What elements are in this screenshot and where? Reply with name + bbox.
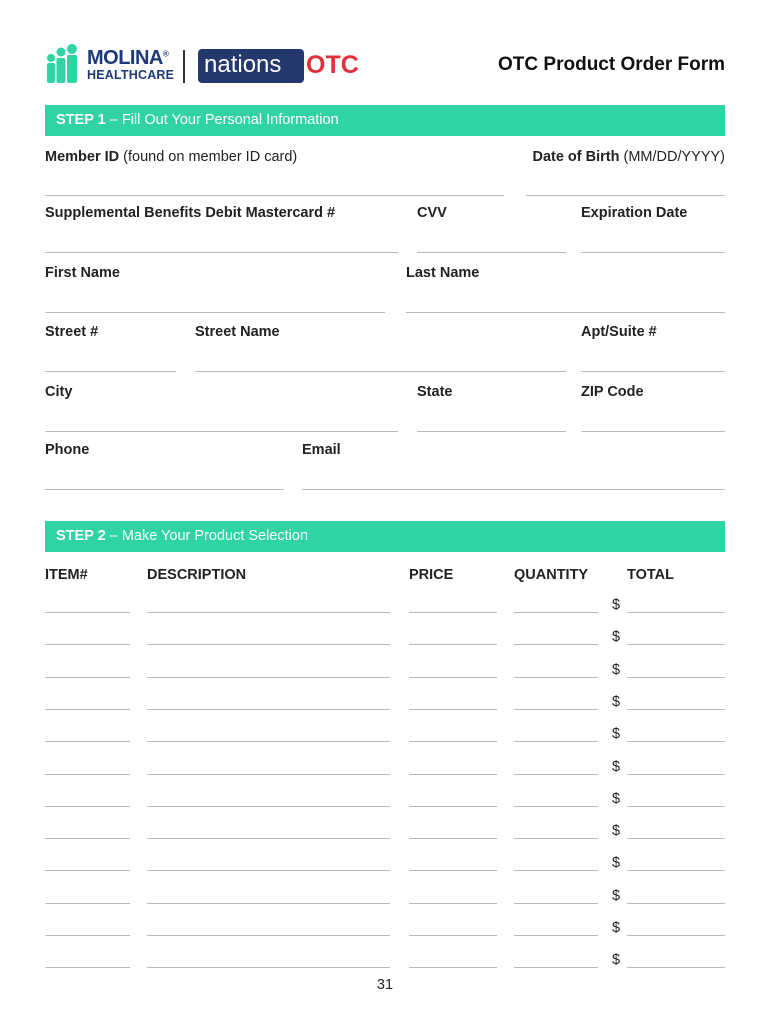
total-field[interactable] (627, 677, 725, 678)
description-field[interactable] (147, 935, 390, 936)
phone-label: Phone (45, 442, 90, 458)
member-id-label: Member ID (found on member ID card) (45, 149, 298, 165)
city-label: City (45, 384, 73, 400)
dollar-sign: $ (612, 597, 621, 613)
molina-healthcare-logo (45, 44, 175, 84)
description-field[interactable] (147, 903, 390, 904)
dollar-sign: $ (612, 823, 621, 840)
quantity-field[interactable] (514, 774, 598, 775)
total-field[interactable] (627, 741, 725, 742)
step2-banner: STEP 2 – Make Your Product Selection (45, 521, 725, 552)
dob-field[interactable] (526, 195, 725, 196)
apt-suite-field[interactable] (581, 371, 725, 372)
nations-box: nations (198, 49, 304, 83)
description-field[interactable] (147, 838, 390, 839)
zip-label: ZIP Code (581, 384, 644, 400)
description-field[interactable] (147, 806, 390, 807)
item-field[interactable] (45, 644, 130, 645)
city-field[interactable] (45, 431, 398, 432)
form-title: OTC Product Order Form (498, 54, 725, 75)
quantity-field[interactable] (514, 935, 598, 936)
molina-people-icon (45, 44, 83, 84)
description-field[interactable] (147, 612, 390, 613)
last-name-label: Last Name (406, 265, 480, 281)
item-field[interactable] (45, 903, 130, 904)
item-field[interactable] (45, 612, 130, 613)
street-number-field[interactable] (45, 371, 176, 372)
page-number: 31 (376, 977, 394, 993)
description-field[interactable] (147, 677, 390, 678)
first-name-field[interactable] (45, 312, 385, 313)
member-id-field[interactable] (45, 195, 504, 196)
dollar-sign: $ (612, 855, 621, 872)
total-field[interactable] (627, 967, 725, 968)
dollar-sign: $ (612, 920, 621, 936)
total-field[interactable] (627, 612, 725, 613)
state-label: State (417, 384, 453, 400)
email-label: Email (302, 442, 341, 458)
description-field[interactable] (147, 967, 390, 968)
total-field[interactable] (627, 709, 725, 710)
price-field[interactable] (409, 838, 497, 839)
price-field[interactable] (409, 935, 497, 936)
dollar-sign: $ (612, 758, 621, 775)
dollar-sign: $ (612, 661, 621, 678)
cvv-label: CVV (417, 205, 447, 221)
quantity-field[interactable] (514, 644, 598, 645)
item-field[interactable] (45, 935, 130, 936)
email-field[interactable] (302, 489, 725, 490)
otc-wordmark: OTC (306, 51, 359, 79)
dollar-sign: $ (612, 693, 621, 710)
quantity-field[interactable] (514, 870, 598, 871)
state-field[interactable] (417, 431, 566, 432)
nations-otc-logo (198, 49, 363, 84)
last-name-field[interactable] (406, 312, 725, 313)
price-field[interactable] (409, 677, 497, 678)
dollar-sign: $ (612, 790, 621, 807)
street-number-label: Street # (45, 324, 99, 340)
apt-suite-label: Apt/Suite # (581, 324, 657, 340)
total-field[interactable] (627, 806, 725, 807)
price-field[interactable] (409, 967, 497, 968)
dob-label: Date of Birth (MM/DD/YYYY) (532, 149, 725, 165)
item-field[interactable] (45, 806, 130, 807)
total-field[interactable] (627, 644, 725, 645)
item-field[interactable] (45, 967, 130, 968)
price-field[interactable] (409, 903, 497, 904)
logo-divider (183, 50, 185, 83)
item-field[interactable] (45, 741, 130, 742)
expiration-field[interactable] (581, 252, 725, 253)
description-field[interactable] (147, 741, 390, 742)
price-field[interactable] (409, 709, 497, 710)
phone-field[interactable] (45, 489, 284, 490)
first-name-label: First Name (45, 265, 120, 281)
quantity-field[interactable] (514, 677, 598, 678)
step1-banner: STEP 1 – Fill Out Your Personal Information (45, 105, 725, 136)
dollar-sign: $ (612, 952, 621, 969)
cvv-field[interactable] (417, 252, 566, 253)
quantity-field[interactable] (514, 806, 598, 807)
description-field[interactable] (147, 870, 390, 871)
price-field[interactable] (409, 612, 497, 613)
quantity-field[interactable] (514, 903, 598, 904)
quantity-field[interactable] (514, 838, 598, 839)
healthcare-wordmark: HEALTHCARE (87, 68, 175, 82)
price-field[interactable] (409, 644, 497, 645)
item-field[interactable] (45, 838, 130, 839)
card-number-field[interactable] (45, 252, 398, 253)
expiration-label: Expiration Date (581, 205, 688, 221)
card-number-label: Supplemental Benefits Debit Mastercard # (45, 205, 336, 221)
zip-field[interactable] (581, 431, 725, 432)
description-field[interactable] (147, 774, 390, 775)
price-field[interactable] (409, 774, 497, 775)
price-column-header: PRICE (409, 567, 454, 583)
total-field[interactable] (627, 903, 725, 904)
price-field[interactable] (409, 806, 497, 807)
quantity-field[interactable] (514, 709, 598, 710)
total-field[interactable] (627, 935, 725, 936)
total-field[interactable] (627, 774, 725, 775)
quantity-field[interactable] (514, 741, 598, 742)
molina-wordmark: MOLINA® (87, 47, 169, 69)
total-column-header: TOTAL (627, 567, 674, 583)
item-column-header: ITEM# (45, 567, 88, 583)
street-name-label: Street Name (195, 324, 280, 340)
item-field[interactable] (45, 677, 130, 678)
item-field[interactable] (45, 774, 130, 775)
description-column-header: DESCRIPTION (147, 567, 247, 583)
quantity-field[interactable] (514, 612, 598, 613)
total-field[interactable] (627, 838, 725, 839)
quantity-field[interactable] (514, 967, 598, 968)
dollar-sign: $ (612, 629, 621, 646)
description-field[interactable] (147, 709, 390, 710)
item-field[interactable] (45, 870, 130, 871)
price-field[interactable] (409, 870, 497, 871)
total-field[interactable] (627, 870, 725, 871)
quantity-column-header: QUANTITY (514, 567, 589, 583)
description-field[interactable] (147, 644, 390, 645)
item-field[interactable] (45, 709, 130, 710)
dollar-sign: $ (612, 887, 621, 904)
dollar-sign: $ (612, 726, 621, 743)
street-name-field[interactable] (195, 371, 566, 372)
price-field[interactable] (409, 741, 497, 742)
